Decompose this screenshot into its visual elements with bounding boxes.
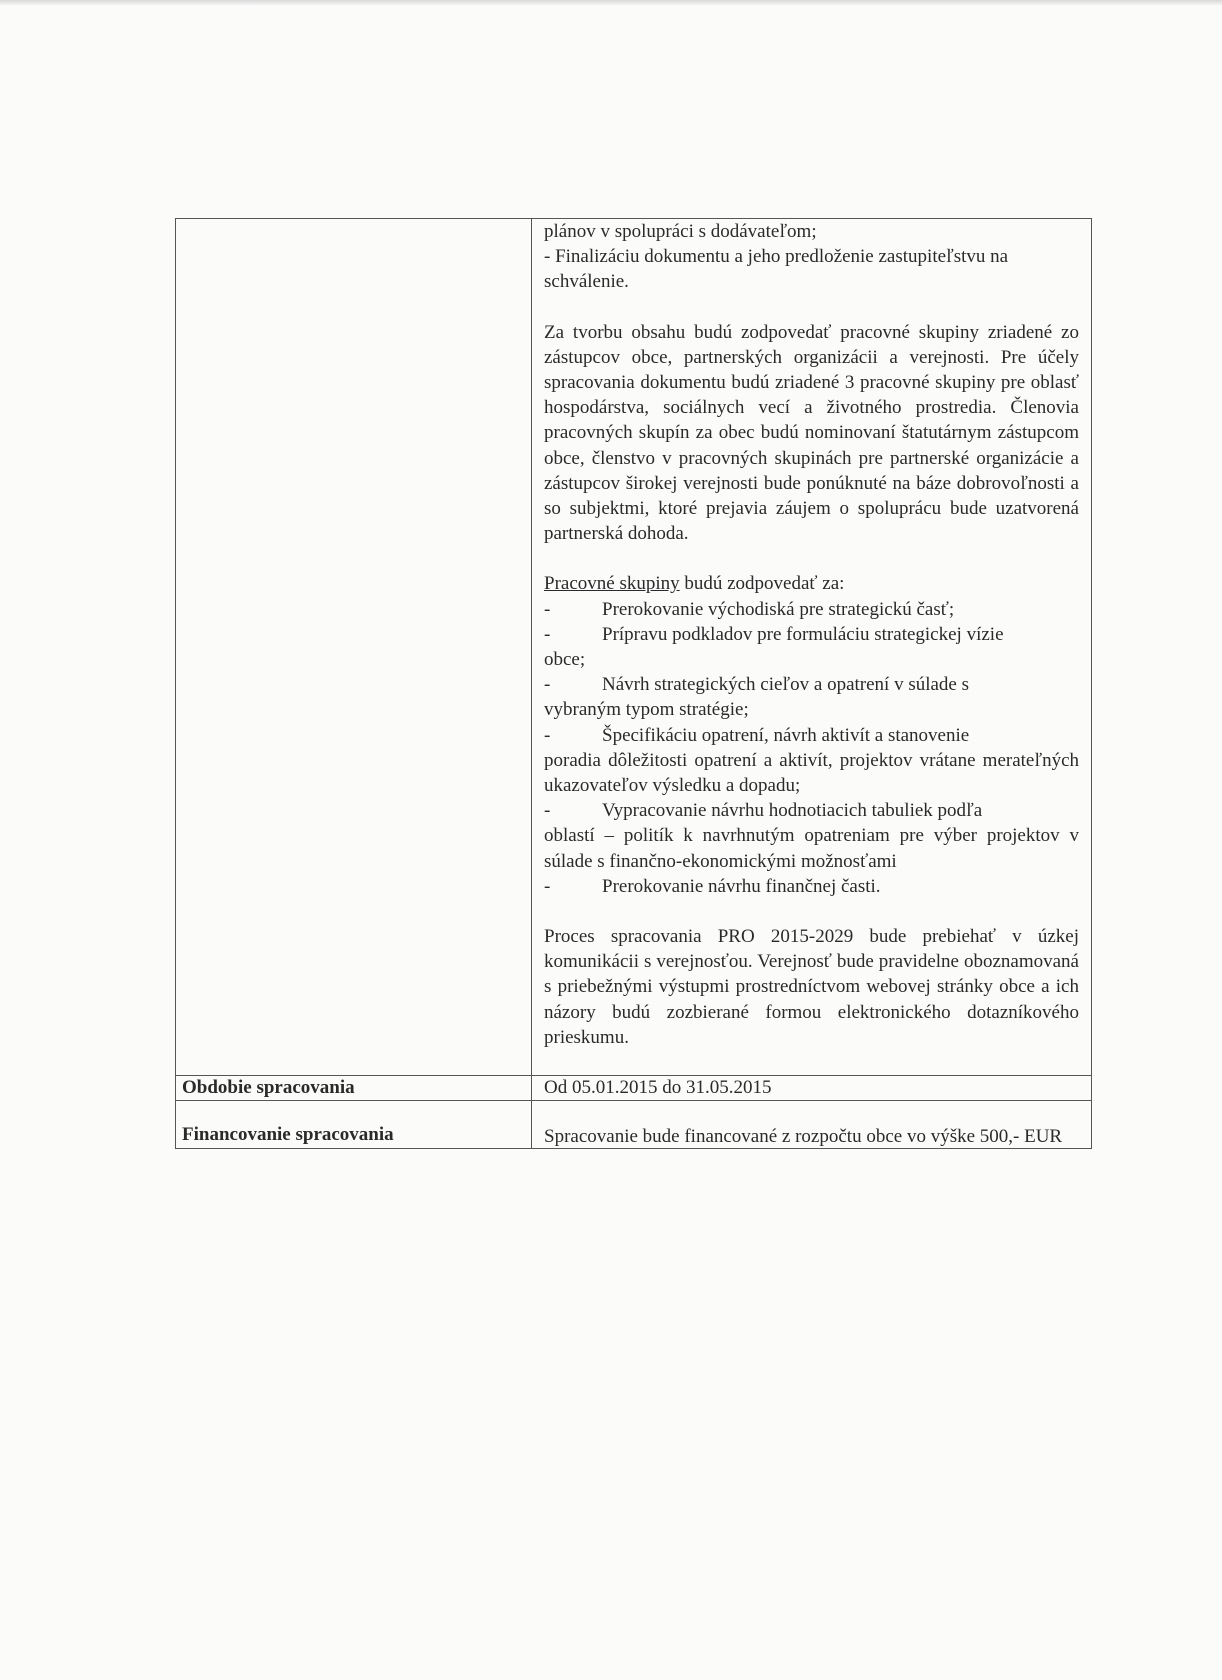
list-item-text: Prerokovanie východiská pre strategickú časť; (602, 598, 955, 620)
list-dash: - (544, 598, 551, 620)
list-item (544, 798, 1079, 874)
list-item-text: Návrh strategických cieľov a opatrení v súlade s (602, 674, 970, 696)
description-cell (532, 219, 1092, 1076)
list-item (544, 622, 1079, 672)
list-dash: - (544, 724, 551, 746)
document-table (175, 218, 1092, 1149)
table-row (176, 1076, 1092, 1101)
list-item-text: Špecifikáciu opatrení, návrh aktivít a stanovenie (602, 724, 970, 746)
scan-edge (0, 0, 1222, 6)
list-dash: - (544, 674, 551, 696)
list-dash: - (544, 875, 551, 897)
list-item-text: Prerokovanie návrhu finančnej časti. (602, 875, 881, 897)
intro-line: plánov v spolupráci s dodávateľom; (544, 221, 817, 242)
list-item-text: Prípravu podkladov pre formuláciu strategickej vízie (602, 623, 1004, 645)
label-cell (176, 1101, 532, 1149)
list-dash: - (544, 623, 551, 645)
value-cell (532, 1076, 1092, 1101)
table-row (176, 1101, 1092, 1149)
list-heading-underlined: Pracovné skupiny (544, 573, 680, 595)
table-row (176, 219, 1092, 1076)
list-item (544, 874, 1079, 899)
period-label: Obdobie spracovania (182, 1077, 355, 1099)
list-heading (544, 571, 1079, 596)
financing-value: Spracovanie bude financované z rozpočtu obce vo výške 500,- EUR (544, 1126, 1063, 1148)
label-cell (176, 219, 532, 1076)
paragraph-working-groups: Za tvorbu obsahu budú zodpovedať pracovné skupiny zriadené zo zástupcov obce, partnerských organizácii a verejnosti. Pre účely spracovania dokumentu budú zriadené 3 pracovné skupiny pre oblasť hospodárstva, sociálnych vecí a životného prostredia. Členovia pracovných skupín za obec budú nominovaní štatutárnym zástupcom obce, členstvo v pracovných skupinách pre partnerské organizácie a zástupcov širokej verejnosti bude ponúknuté na báze dobrovoľnosti a so subjektmi, ktoré prejavia záujem o spoluprácu bude uzatvorená partnerská dohoda. (544, 321, 1079, 545)
financing-label: Financovanie spracovania (182, 1123, 394, 1145)
list-heading-rest: budú zodpovedať za: (679, 573, 845, 595)
list-item (544, 597, 1079, 622)
intro-line: - Finalizáciu dokumentu a jeho predloženie zastupiteľstvu na schválenie. (544, 246, 1009, 293)
value-cell (532, 1101, 1092, 1149)
list-item-continuation: oblastí – politík k navrhnutým opatreniam pre výber projektov v súlade s finančno-ekonomickými možnosťami (544, 825, 1079, 872)
period-value: Od 05.01.2015 do 31.05.2015 (544, 1077, 772, 1099)
list-dash: - (544, 800, 551, 822)
list-item-continuation: obce; (544, 649, 586, 671)
responsibility-list (544, 597, 1079, 899)
paragraph-public-communication: Proces spracovania PRO 2015-2029 bude prebiehať v úzkej komunikácii s verejnosťou. Verejnosť bude pravidelne oboznamovaná s priebežnými výstupmi prostredníctvom webovej stránky obce a ich názory budú zozbierané formou elektronického dotazníkového prieskumu. (544, 926, 1079, 1048)
list-item-continuation: poradia dôležitosti opatrení a aktivít, projektov vrátane merateľných ukazovateľov výsledku a dopadu; (544, 749, 1079, 797)
list-item-continuation: vybraným typom stratégie; (544, 699, 749, 721)
list-item (544, 723, 1079, 799)
list-item (544, 672, 1079, 722)
label-cell (176, 1076, 532, 1101)
list-item-text: Vypracovanie návrhu hodnotiacich tabuliek podľa (602, 800, 983, 822)
